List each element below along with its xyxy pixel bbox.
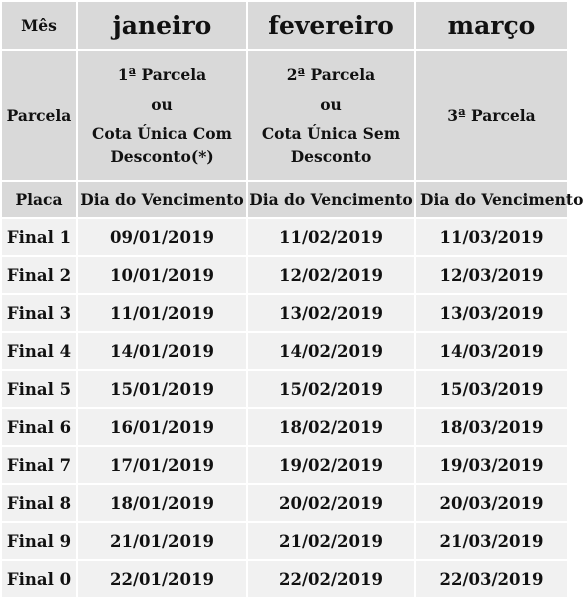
table-row [1,332,568,370]
date-cell-marco: 20/03/2019 [415,484,568,522]
date-cell-janeiro: 09/01/2019 [77,218,247,256]
parcela-header-row [1,50,568,181]
parcela-fev-line-3: Cota Única Sem [261,124,401,143]
date-cell-marco: 11/03/2019 [415,218,568,256]
parcela-jan-line-1: 1ª Parcela [117,65,207,84]
table-row [1,294,568,332]
date-cell-fevereiro: 18/02/2019 [247,408,415,446]
parcela-marco: 3ª Parcela [415,50,568,181]
date-cell-fevereiro: 20/02/2019 [247,484,415,522]
month-fevereiro: fevereiro [247,1,415,50]
parcela-jan-line-4: Desconto(*) [110,146,214,166]
parcela-fev-line-1: 2ª Parcela [286,65,376,84]
date-cell-marco: 22/03/2019 [415,560,568,598]
table-row [1,484,568,522]
table-row [1,218,568,256]
date-cell-marco: 21/03/2019 [415,522,568,560]
table-row [1,370,568,408]
date-cell-janeiro: 21/01/2019 [77,522,247,560]
date-cell-janeiro: 14/01/2019 [77,332,247,370]
parcela-jan-line-2: ou [151,94,173,114]
table-row [1,408,568,446]
placa-header-row [1,181,568,218]
mes-label: Mês [1,1,77,50]
date-cell-marco: 14/03/2019 [415,332,568,370]
placa-label: Placa [1,181,77,218]
placa-cell: Final 1 [1,218,77,256]
date-cell-janeiro: 10/01/2019 [77,256,247,294]
date-cell-janeiro: 18/01/2019 [77,484,247,522]
table-row [1,446,568,484]
parcela-fev-line-2: ou [320,94,342,114]
date-cell-janeiro: 11/01/2019 [77,294,247,332]
date-cell-janeiro: 15/01/2019 [77,370,247,408]
placa-cell: Final 7 [1,446,77,484]
parcela-fevereiro [247,50,415,181]
date-cell-fevereiro: 19/02/2019 [247,446,415,484]
date-cell-fevereiro: 21/02/2019 [247,522,415,560]
parcela-fev-line-4: Desconto [290,146,372,166]
date-cell-fevereiro: 15/02/2019 [247,370,415,408]
month-header-row [1,1,568,50]
placa-cell: Final 2 [1,256,77,294]
vencimento-label-jan: Dia do Vencimento [77,181,247,218]
placa-cell: Final 9 [1,522,77,560]
table-row [1,256,568,294]
month-janeiro: janeiro [77,1,247,50]
date-cell-janeiro: 22/01/2019 [77,560,247,598]
parcela-jan-line-3: Cota Única Com [92,124,232,143]
date-cell-marco: 15/03/2019 [415,370,568,408]
placa-cell: Final 6 [1,408,77,446]
placa-cell: Final 3 [1,294,77,332]
date-cell-marco: 19/03/2019 [415,446,568,484]
date-cell-marco: 13/03/2019 [415,294,568,332]
vencimento-label-fev: Dia do Vencimento [247,181,415,218]
table-row [1,560,568,598]
date-cell-fevereiro: 13/02/2019 [247,294,415,332]
placa-cell: Final 4 [1,332,77,370]
parcela-label: Parcela [1,50,77,181]
date-cell-fevereiro: 12/02/2019 [247,256,415,294]
date-cell-fevereiro: 14/02/2019 [247,332,415,370]
month-marco: março [415,1,568,50]
date-cell-fevereiro: 22/02/2019 [247,560,415,598]
placa-cell: Final 5 [1,370,77,408]
date-cell-janeiro: 16/01/2019 [77,408,247,446]
table-row [1,522,568,560]
parcela-janeiro [77,50,247,181]
date-cell-marco: 12/03/2019 [415,256,568,294]
date-cell-fevereiro: 11/02/2019 [247,218,415,256]
placa-cell: Final 8 [1,484,77,522]
date-cell-janeiro: 17/01/2019 [77,446,247,484]
placa-cell: Final 0 [1,560,77,598]
date-cell-marco: 18/03/2019 [415,408,568,446]
vencimento-label-mar: Dia do Vencimento [415,181,568,218]
